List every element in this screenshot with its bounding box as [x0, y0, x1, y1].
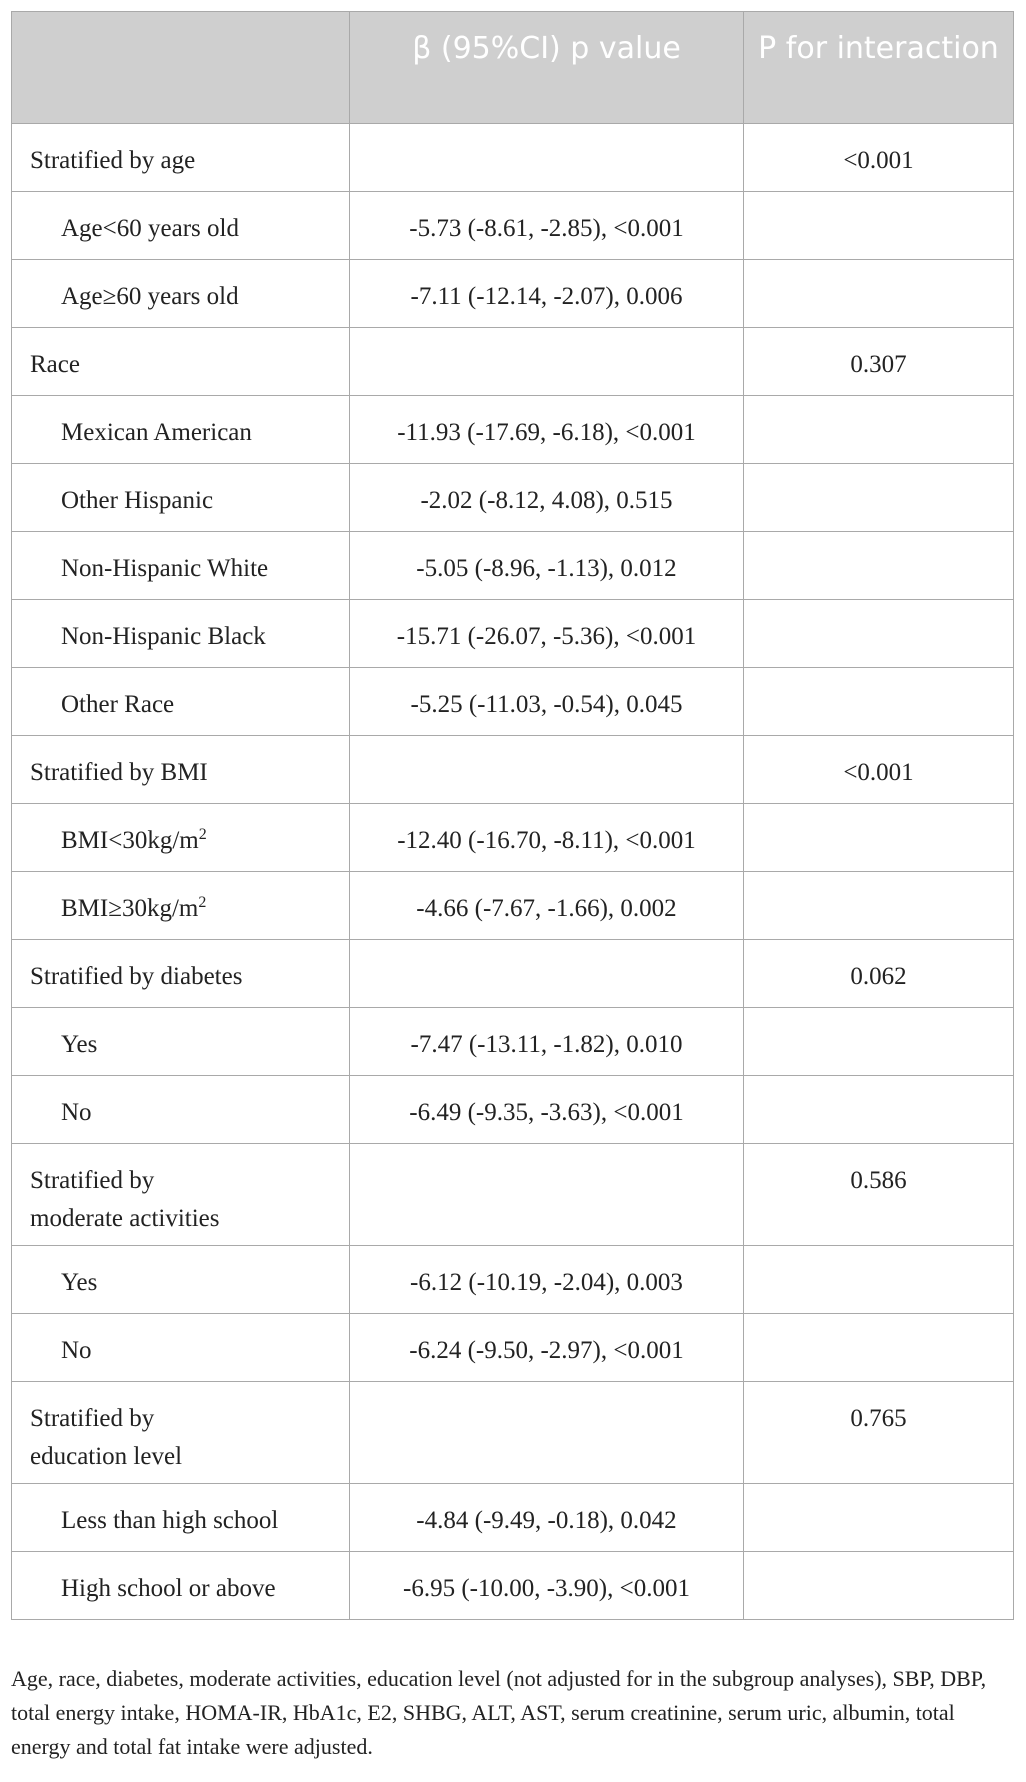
beta-ci-p-cell: -4.84 (-9.49, -0.18), 0.042 [350, 1484, 744, 1552]
stratum-row [12, 124, 1014, 192]
row-label-text: Race [30, 351, 80, 378]
row-label-text: High school or above [61, 1575, 276, 1602]
header-p-interaction [744, 12, 1014, 124]
p-interaction-cell [744, 260, 1014, 328]
row-label [12, 1314, 350, 1382]
p-interaction-cell [744, 1246, 1014, 1314]
beta-ci-p-cell [350, 940, 744, 1008]
row-label-text: Age<60 years old [61, 215, 239, 242]
table-footnote: Age, race, diabetes, moderate activities, education level (not adjusted for in the subgroup analyses), SBP, DBP, total energy intake, HOMA-IR, HbA1c, E2, SHBG, ALT, AST, serum creatinine, serum uric, albumin, total energy and total fat intake were adjusted. [11, 1666, 987, 1759]
row-label-text: Other Race [61, 691, 175, 718]
row-label [12, 668, 350, 736]
p-interaction-cell [744, 532, 1014, 600]
p-interaction-cell [744, 872, 1014, 940]
row-label [12, 260, 350, 328]
subgroup-row [12, 1314, 1014, 1382]
row-label [12, 1552, 350, 1620]
row-label-text: BMI≥30kg/m [61, 895, 199, 922]
subgroup-row [12, 1008, 1014, 1076]
header-subgroup [12, 12, 350, 124]
p-interaction-cell [744, 600, 1014, 668]
beta-ci-p-cell [350, 736, 744, 804]
p-interaction-cell: <0.001 [744, 124, 1014, 192]
row-label [12, 396, 350, 464]
subgroup-row [12, 396, 1014, 464]
header-beta-ci-p [350, 12, 744, 124]
row-label [12, 736, 350, 804]
beta-ci-p-cell: -6.12 (-10.19, -2.04), 0.003 [350, 1246, 744, 1314]
row-label-text: Age≥60 years old [61, 283, 239, 310]
subgroup-row [12, 532, 1014, 600]
subgroup-row [12, 600, 1014, 668]
row-label-text: No [61, 1099, 92, 1126]
beta-ci-p-cell [350, 124, 744, 192]
row-label-text: Other Hispanic [61, 487, 214, 514]
row-label-text: Stratified by moderate activities [30, 1167, 220, 1232]
beta-ci-p-cell [350, 1382, 744, 1484]
row-label-text: Stratified by diabetes [30, 963, 243, 990]
p-interaction-cell: <0.001 [744, 736, 1014, 804]
p-interaction-cell [744, 668, 1014, 736]
subgroup-table-container [11, 11, 1013, 1620]
row-label-text: Less than high school [61, 1507, 279, 1534]
row-label [12, 600, 350, 668]
beta-ci-p-cell: -2.02 (-8.12, 4.08), 0.515 [350, 464, 744, 532]
row-label [12, 328, 350, 396]
header-beta-ci-p-text: β (95%CI) p value [412, 31, 681, 66]
beta-ci-p-cell: -7.11 (-12.14, -2.07), 0.006 [350, 260, 744, 328]
row-label-text: No [61, 1337, 92, 1364]
row-label [12, 532, 350, 600]
table-header-row [12, 12, 1014, 124]
row-label-text: Stratified by age [30, 147, 196, 174]
row-label [12, 464, 350, 532]
p-interaction-cell [744, 1552, 1014, 1620]
subgroup-row [12, 872, 1014, 940]
beta-ci-p-cell: -5.05 (-8.96, -1.13), 0.012 [350, 532, 744, 600]
beta-ci-p-cell: -7.47 (-13.11, -1.82), 0.010 [350, 1008, 744, 1076]
subgroup-analysis-table [11, 11, 1014, 1620]
row-label-superscript: 2 [198, 826, 207, 843]
p-interaction-cell [744, 192, 1014, 260]
beta-ci-p-cell: -5.25 (-11.03, -0.54), 0.045 [350, 668, 744, 736]
row-label-text: Non-Hispanic White [61, 555, 269, 582]
row-label-text: Yes [61, 1269, 98, 1296]
beta-ci-p-cell [350, 328, 744, 396]
row-label [12, 940, 350, 1008]
row-label-superscript: 2 [198, 894, 207, 911]
row-label [12, 804, 350, 872]
row-label-text: Stratified by BMI [30, 759, 208, 786]
beta-ci-p-cell [350, 1144, 744, 1246]
beta-ci-p-cell: -12.40 (-16.70, -8.11), <0.001 [350, 804, 744, 872]
p-interaction-cell [744, 396, 1014, 464]
p-interaction-cell [744, 1076, 1014, 1144]
row-label [12, 872, 350, 940]
beta-ci-p-cell: -15.71 (-26.07, -5.36), <0.001 [350, 600, 744, 668]
beta-ci-p-cell: -11.93 (-17.69, -6.18), <0.001 [350, 396, 744, 464]
beta-ci-p-cell: -6.95 (-10.00, -3.90), <0.001 [350, 1552, 744, 1620]
row-label-text: Non-Hispanic Black [61, 623, 266, 650]
p-interaction-cell: 0.765 [744, 1382, 1014, 1484]
row-label [12, 1484, 350, 1552]
p-interaction-cell [744, 464, 1014, 532]
p-interaction-cell [744, 1484, 1014, 1552]
beta-ci-p-cell: -6.24 (-9.50, -2.97), <0.001 [350, 1314, 744, 1382]
subgroup-row [12, 260, 1014, 328]
row-label-text: BMI<30kg/m [61, 827, 199, 854]
table-body [12, 124, 1014, 1620]
stratum-row [12, 328, 1014, 396]
subgroup-row [12, 1076, 1014, 1144]
p-interaction-cell [744, 1008, 1014, 1076]
row-label-text: Yes [61, 1031, 98, 1058]
row-label [12, 124, 350, 192]
row-label [12, 1076, 350, 1144]
subgroup-row [12, 1552, 1014, 1620]
subgroup-row [12, 668, 1014, 736]
stratum-row [12, 1144, 1014, 1246]
stratum-row [12, 736, 1014, 804]
row-label-text: Stratified by education level [30, 1405, 183, 1470]
stratum-row [12, 1382, 1014, 1484]
subgroup-row [12, 804, 1014, 872]
row-label [12, 192, 350, 260]
row-label-text: Mexican American [61, 419, 252, 446]
stratum-row [12, 940, 1014, 1008]
p-interaction-cell [744, 804, 1014, 872]
row-label [12, 1382, 350, 1484]
row-label [12, 1008, 350, 1076]
subgroup-row [12, 1246, 1014, 1314]
p-interaction-cell: 0.062 [744, 940, 1014, 1008]
p-interaction-cell: 0.307 [744, 328, 1014, 396]
header-p-interaction-text: P for interaction [758, 31, 999, 66]
row-label [12, 1144, 350, 1246]
row-label [12, 1246, 350, 1314]
subgroup-row [12, 192, 1014, 260]
p-interaction-cell [744, 1314, 1014, 1382]
beta-ci-p-cell: -5.73 (-8.61, -2.85), <0.001 [350, 192, 744, 260]
subgroup-row [12, 464, 1014, 532]
beta-ci-p-cell: -4.66 (-7.67, -1.66), 0.002 [350, 872, 744, 940]
subgroup-row [12, 1484, 1014, 1552]
p-interaction-cell: 0.586 [744, 1144, 1014, 1246]
beta-ci-p-cell: -6.49 (-9.35, -3.63), <0.001 [350, 1076, 744, 1144]
